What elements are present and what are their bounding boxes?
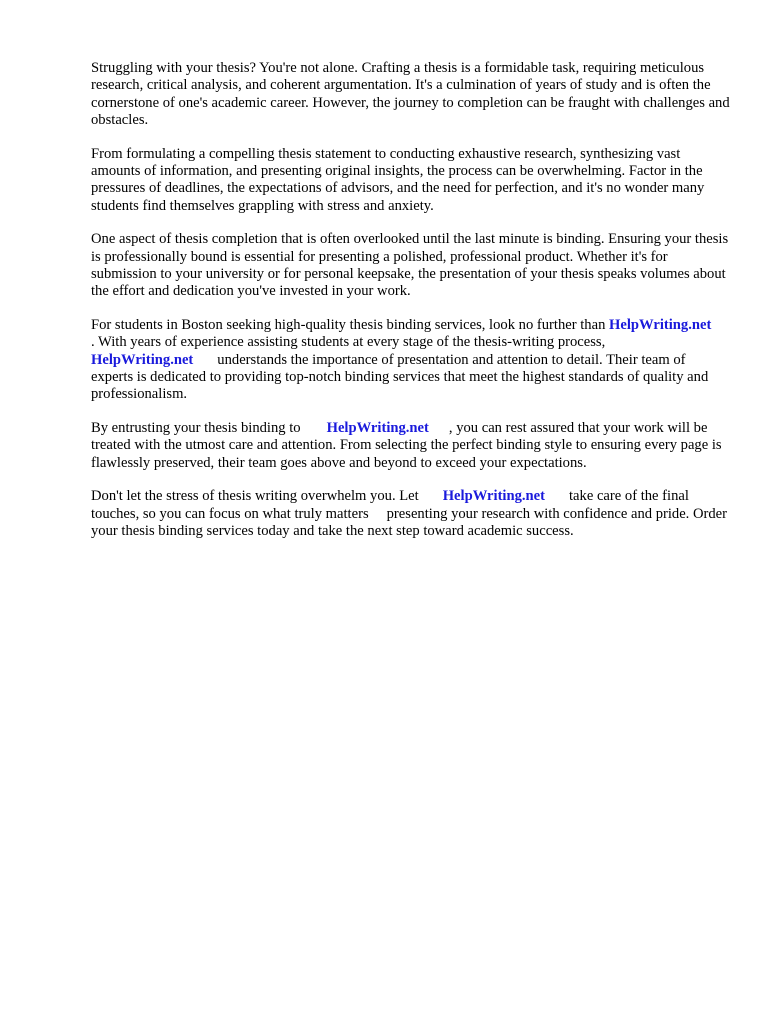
paragraph-intro-text: Struggling with your thesis? You're not alone. Crafting a thesis is a formidable task, requiring meticulous research, critical analysis, and coherent argumentation. It's a culmination of years of study and is often the cornerstone of one's academic career. However, the journey to completion can be fraught with challenges and obstacles. — [91, 60, 730, 128]
paragraph-challenges-text: From formulating a compelling thesis statement to conducting exhaustive research, synthesizing vast amounts of information, and presenting original insights, the process can be overwhelming. Factor in the pressures of deadlines, the expectations of advisors, and the need for perfection, and it's no wonder many students find themselves grappling with stress and anxiety. — [91, 145, 705, 214]
paragraph-closing-text-2: take care of the final touches, so you can focus on what truly matters — [91, 488, 689, 522]
paragraph-challenges — [91, 146, 731, 215]
helpwriting-link-2[interactable]: HelpWriting.net — [91, 351, 194, 368]
paragraph-entrusting-text-1: By entrusting your thesis binding to — [91, 420, 301, 437]
paragraph-binding-text: One aspect of thesis completion that is often overlooked until the last minute is binding. Ensuring your thesis is professionally bound is essential for presenting a polished, professional product. Whether it's for submission to your university or for personal keepsake, the presentation of your thesis speaks volumes about the effort and dedication you've invested in your work. — [91, 231, 729, 300]
paragraph-closing — [91, 488, 731, 540]
paragraph-binding — [91, 231, 731, 300]
paragraph-closing-text-3: presenting your research with confidence and pride. Order your thesis binding services today and take the next step toward academic success. — [91, 505, 728, 540]
helpwriting-link-3[interactable]: HelpWriting.net — [326, 420, 429, 437]
paragraph-boston-services — [91, 317, 731, 403]
paragraph-boston-text-1: For students in Boston seeking high-quality thesis binding services, look no further than — [91, 317, 606, 334]
paragraph-entrusting — [91, 420, 731, 472]
paragraph-boston-text-3: understands the importance of presentation and attention to detail. Their team of experts is dedicated to providing top-notch binding services that meet the highest standards of quality and professionalism. — [91, 351, 709, 403]
paragraph-boston-text-2: . With years of experience assisting students at every stage of the thesis-writing process, — [91, 334, 606, 351]
paragraph-closing-text-1: Don't let the stress of thesis writing overwhelm you. Let — [91, 488, 419, 505]
paragraph-intro — [91, 60, 731, 129]
document-page — [91, 60, 731, 557]
paragraph-entrusting-text-2: , you can rest assured that your work will be treated with the utmost care and attention. From selecting the perfect binding style to ensuring every page is flawlessly preserved, their team goes above and beyond to exceed your expectations. — [91, 420, 722, 471]
helpwriting-link-1[interactable]: HelpWriting.net — [609, 317, 712, 334]
helpwriting-link-4[interactable]: HelpWriting.net — [442, 488, 545, 505]
